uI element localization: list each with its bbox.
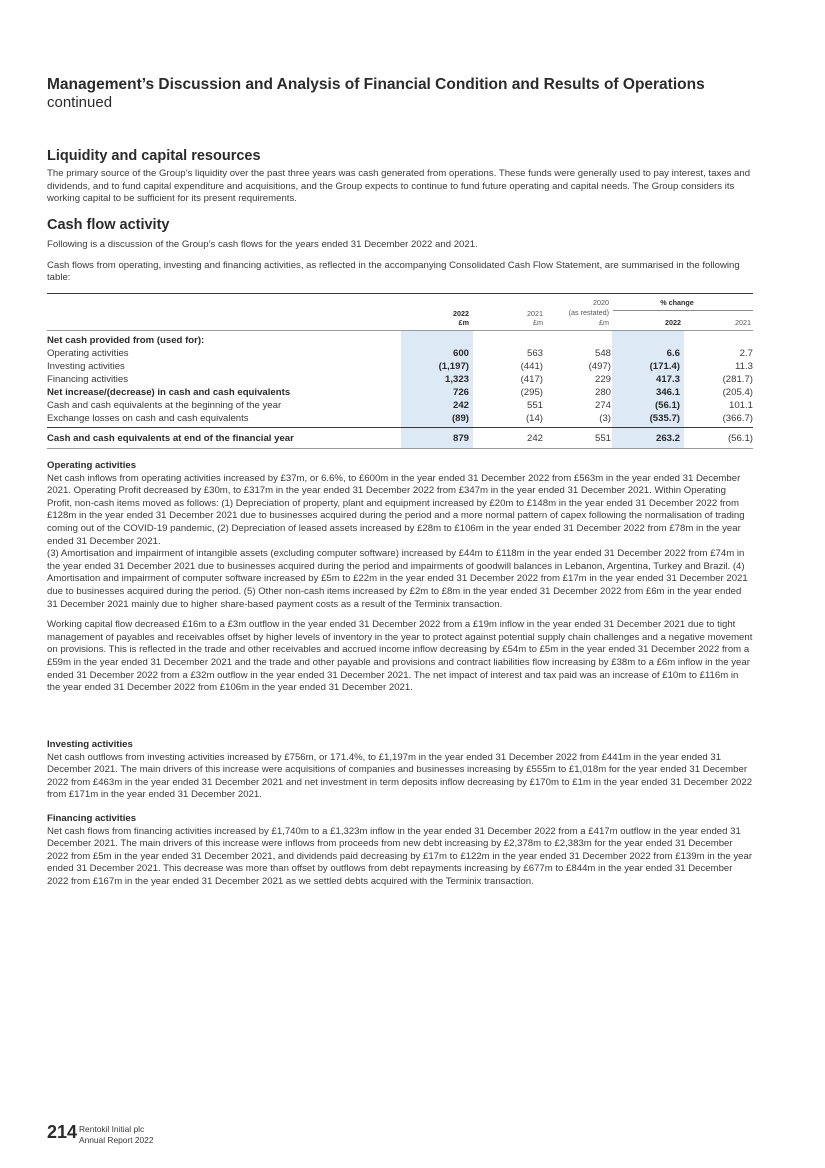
table-cell: 229 bbox=[594, 374, 611, 385]
table-cell: (535.7) bbox=[649, 413, 680, 424]
table-cell: (3) bbox=[599, 413, 611, 424]
operating-section bbox=[47, 460, 753, 695]
header-2022: 2022 bbox=[453, 309, 469, 318]
pct-change-rule bbox=[613, 310, 753, 311]
table-row-label: Operating activities bbox=[47, 348, 129, 359]
table-cell: 726 bbox=[452, 387, 469, 398]
operating-heading: Operating activities bbox=[47, 460, 137, 471]
table-top-rule bbox=[47, 293, 753, 294]
header-pct-2021: 2021 bbox=[735, 318, 751, 327]
page-title: Management’s Discussion and Analysis of Financial Condition and Results of Operations bbox=[47, 76, 705, 93]
table-cell: 548 bbox=[594, 348, 611, 359]
table-cell: 11.3 bbox=[735, 361, 753, 372]
table-cell: 2.7 bbox=[739, 348, 753, 359]
table-cell: (441) bbox=[520, 361, 543, 372]
table-bottom-rule bbox=[47, 448, 753, 449]
footer-report: Annual Report 2022 bbox=[79, 1134, 154, 1145]
table-cell: (1,197) bbox=[438, 361, 469, 372]
financing-heading: Financing activities bbox=[47, 813, 137, 824]
table-cell: 600 bbox=[452, 348, 469, 359]
total-cell: 879 bbox=[452, 433, 469, 444]
header-2020: 2020 bbox=[593, 298, 609, 307]
table-cell: (417) bbox=[520, 374, 543, 385]
table-cell: (171.4) bbox=[649, 361, 680, 372]
table-cell: 1,323 bbox=[444, 374, 469, 385]
table-cell: 346.1 bbox=[655, 387, 680, 398]
cashflow-table bbox=[47, 293, 753, 448]
table-cell: (205.4) bbox=[722, 387, 753, 398]
page-subtitle: continued bbox=[47, 94, 113, 111]
financing-section bbox=[47, 813, 753, 889]
total-cell: 263.2 bbox=[655, 433, 680, 444]
header-2020-note: (as restated) bbox=[568, 308, 609, 317]
footer-company: Rentokil Initial plc bbox=[79, 1124, 145, 1134]
cashflow-intro-2: Cash flows from operating, investing and financing activities, as reflected in the accompanying Consolidated Cash Flow Statement, are summarised in the following table: bbox=[47, 259, 740, 284]
table-cell: 551 bbox=[526, 400, 543, 411]
table-cell: 280 bbox=[594, 387, 611, 398]
table-cell: 242 bbox=[452, 400, 469, 411]
table-row-label: Financing activities bbox=[47, 374, 129, 385]
page-number: 214 bbox=[47, 1122, 78, 1142]
operating-paragraph-1: Net cash inflows from operating activities increased by £37m, or 6.6%, to £600m in the year ended 31 December 2022 from £563m in the year ended 31 December 2021. Operating Profit decreased by £30m, to £317m in the year ended 31 December 2022 from £347m in the year ended 31 December 2021. Within Operating Profit, non-cash items moved as follows: (1) Depreciation of property, plant and equipment increased by £20m to £148m in the year ended 31 December 2022 from £128m in the year ended 31 December 2021 due to businesses acquired during the period and a more normal pattern of capex following the normalisation of trading coming out of the COVID-19 pandemic, (2) Depreciation of leased assets increased by £28m to £106m in the year ended 31 December 2022 from £78m in the year ended 31 December 2021. bbox=[47, 472, 745, 547]
liquidity-section bbox=[47, 148, 753, 206]
table-cell: (14) bbox=[525, 413, 543, 424]
table-cell: (89) bbox=[451, 413, 469, 424]
investing-section bbox=[47, 739, 753, 802]
header-rule bbox=[47, 330, 753, 331]
table-cell: (281.7) bbox=[722, 374, 753, 385]
operating-paragraph-3: Working capital flow decreased £16m to a £3m outflow in the year ended 31 December 2022 from a £19m inflow in the year ended 31 December 2021 due to tight management of payables and receivables offset by higher levels of inventory in the year to protect against potential supply chain challenges and a negative movement on provisions. This is reflected in the trade and other receivables and accrued income inflow decreasing by £54m to £5m in the year ended 31 December 2022 from a £59m in the year ended 31 December 2021 and the trade and other payable and provisions and contract liabilities flow increasing by £38m to a £6m inflow in the year ended 31 December 2022 from a £32m outflow in the year ended 31 December 2021. The net impact of interest and tax paid was an increase of £10m to £116m in the year ended 31 December 2022 from £106m in the year ended 31 December 2021. bbox=[47, 619, 753, 694]
table-cell: 274 bbox=[594, 400, 611, 411]
cashflow-intro-1: Following is a discussion of the Group’s cash flows for the years ended 31 December 2022 and 2021. bbox=[47, 239, 478, 250]
table-cell: (56.1) bbox=[654, 400, 680, 411]
liquidity-heading: Liquidity and capital resources bbox=[47, 148, 261, 164]
financing-paragraph: Net cash flows from financing activities increased by £1,740m to a £1,323m inflow in the year ended 31 December 2022 from a £417m outflow in the year ended 31 December 2021. The main drivers of this increase were inflows from proceeds from new debt increasing by £2,378m to £2,383m for the year ended 31 December 2022 from £5m in the year ended 31 December 2021, and dividends paid decreasing by £17m to £122m in the year ended 31 December 2022 from £139m in the year ended 31 December 2021. This decrease was more than offset by outflows from debt repayments increasing by £677m to £844m in the year ended 31 December 2022 from £167m in the year ended 31 December 2021 as we settled debts acquired with the Terminix transaction. bbox=[47, 825, 753, 887]
table-cell: (295) bbox=[520, 387, 543, 398]
table-cell: 101.1 bbox=[728, 400, 753, 411]
footer-company-block bbox=[79, 1124, 154, 1145]
header-2021: 2021 bbox=[527, 309, 543, 318]
header-2020-unit: £m bbox=[599, 318, 609, 327]
cashflow-heading: Cash flow activity bbox=[47, 217, 170, 233]
total-top-rule bbox=[47, 427, 753, 428]
table-row-label: Exchange losses on cash and cash equivalents bbox=[47, 413, 249, 424]
table-row-label: Net increase/(decrease) in cash and cash equivalents bbox=[47, 387, 291, 398]
total-cell: (56.1) bbox=[727, 433, 753, 444]
net-cash-label: Net cash provided from (used for): bbox=[47, 335, 205, 346]
header-pct-change: % change bbox=[660, 298, 694, 307]
total-cell: 242 bbox=[526, 433, 543, 444]
total-cell: 551 bbox=[594, 433, 611, 444]
table-row-label: Cash and cash equivalents at the beginning of the year bbox=[47, 400, 282, 411]
total-row-label: Cash and cash equivalents at end of the financial year bbox=[47, 433, 294, 444]
table-cell: (366.7) bbox=[722, 413, 753, 424]
investing-paragraph: Net cash outflows from investing activities increased by £756m, or 171.4%, to £1,197m in the year ended 31 December 2022 from £441m in the year ended 31 December 2021. The main drivers of this increase were acquisitions of companies and businesses increasing by £555m to £1,018m for the year ended 31 December 2022 from £463m in the year ended 31 December 2021 and net investment in term deposits inflow decreasing by £170m to £1m in the year ended 31 December 2022 from £171m in the year ended 31 December 2021. bbox=[47, 751, 753, 801]
table-cell: (497) bbox=[588, 361, 611, 372]
header-pct-2022: 2022 bbox=[665, 318, 681, 327]
investing-heading: Investing activities bbox=[47, 739, 133, 750]
liquidity-text: The primary source of the Group’s liquidity over the past three years was cash generated from operations. These funds were generally used to pay interest, taxes and dividends, and to fund capital expenditure and acquisitions, and the Group expects to continue to fund future operating and capital needs. The Group considers its working capital to be sufficient for its present requirements. bbox=[47, 168, 751, 205]
table-cell: 417.3 bbox=[655, 374, 680, 385]
table-cell: 6.6 bbox=[666, 348, 680, 359]
header-2021-unit: £m bbox=[533, 318, 543, 327]
header-2022-unit: £m bbox=[458, 318, 469, 327]
table-cell: 563 bbox=[526, 348, 543, 359]
operating-paragraph-2: (3) Amortisation and impairment of intangible assets (excluding computer software) increased by £44m to £118m in the year ended 31 December 2022 from £74m in the year ended 31 December 2021 due to businesses acquired during the period and impairments of goodwill balances in Lebanon, Argentina, Turkey and Brazil. (4) Amortisation and impairment of computer software increased by £5m to £22m in the year ended 31 December 2022 from £17m in the year ended 31 December 2021 due to businesses acquired during the period. (5) Other non-cash items increased by £2m to £8m in the year ended 31 December 2022 from £6m in the year ended 31 December 2021 mainly due to higher share-based payment costs as a result of the Terminix transaction. bbox=[47, 548, 748, 610]
cashflow-section bbox=[47, 217, 753, 285]
table-row-label: Investing activities bbox=[47, 361, 125, 372]
